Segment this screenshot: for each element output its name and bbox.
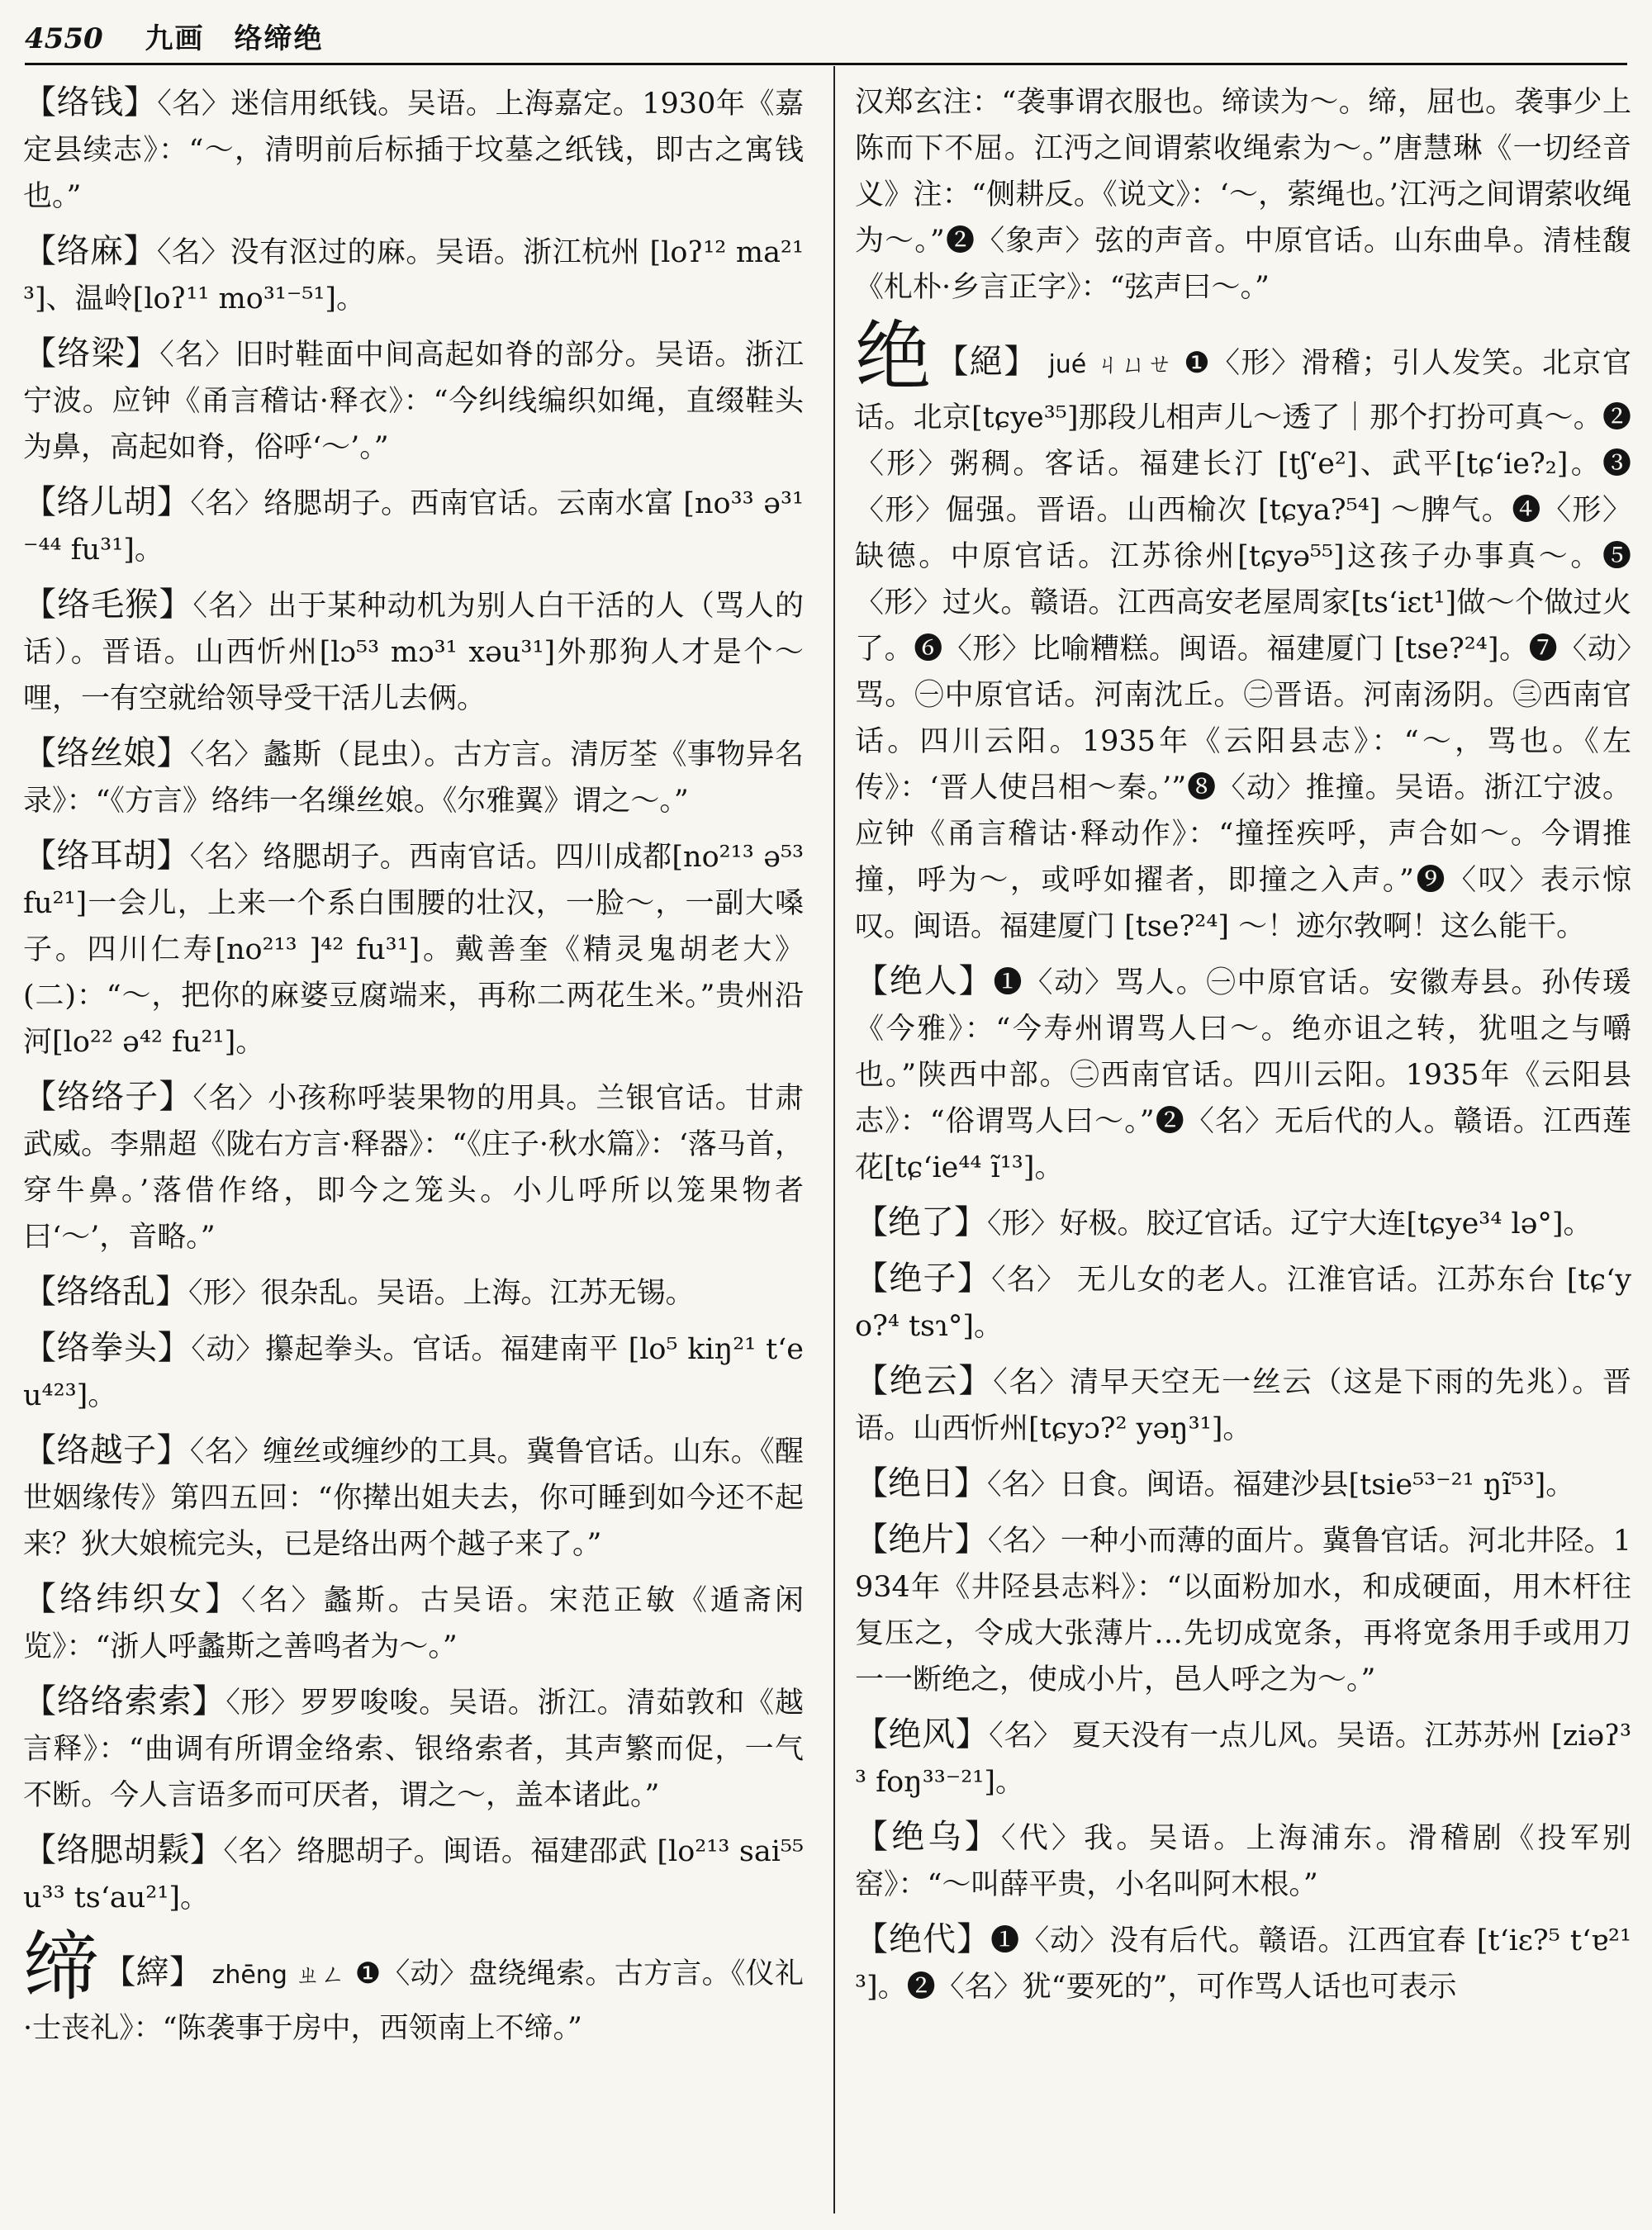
main-character: 缔 <box>23 1923 100 2011</box>
dictionary-entry <box>23 1325 804 1419</box>
entry-definition: 〈形〉罗罗唆唆。吴语。浙江。清茹敦和《越言释》：“曲调有所谓金络索、银络索者，其声繁而促，一气不断。今人言语多而可厌者，谓之～，盖本诸此。” <box>23 1687 804 1812</box>
dictionary-entry <box>23 1827 804 1921</box>
entry-definition: 汉郑玄注：“袭事谓衣服也。缔读为～。缔，屈也。袭事少上陈而下不屈。江沔之间谓萦收绳索为～。”唐慧琳《一切经音义》注：“侧耕反。《说文》：‘～，萦绳也。’江沔之间谓萦收绳为～。”❷〈象声〉弦的声音。中原官话。山东曲阜。清桂馥《札朴·乡言正字》：“弦声曰～。” <box>855 86 1631 304</box>
entry-headword: 【绝片】 <box>855 1521 988 1559</box>
entry-headword: 【络丝娘】 <box>23 734 190 772</box>
entry-definition: 〈名〉日食。闽语。福建沙县[tsie⁵³⁻²¹ ŋĩ⁵³]。 <box>987 1468 1575 1502</box>
entry-headword: 【绝了】 <box>855 1203 987 1241</box>
entry-definition: 〈名〉旧时鞋面中间高起如脊的部分。吴语。浙江宁波。应钟《甬言稽诂·释衣》：“今纠线编织如绳，直缀鞋头为鼻，高起如脊，俗呼‘～’。” <box>23 339 804 464</box>
entry-headword: 【络毛猴】 <box>23 586 193 624</box>
entry-definition: 〈名〉缠丝或缠纱的工具。冀鲁官话。山东。《醒世姻缘传》第四五回：“你撵出姐夫去，你可睡到如今还不起来？狄大娘梳完头，已是络出两个越子来了。” <box>23 1435 804 1561</box>
entry-headword: 【绝子】 <box>855 1260 992 1298</box>
entry-definition: 〈名〉络腮胡子。西南官话。云南水富 [no³³ ə³¹⁻⁴⁴ fu³¹]。 <box>23 487 805 567</box>
entry-headword: 【绝乌】 <box>855 1818 1001 1856</box>
entry-headword: 【绝人】 <box>855 962 994 1000</box>
entry-headword: 【绝云】 <box>855 1362 994 1400</box>
dictionary-entry <box>855 1358 1631 1452</box>
dictionary-entry <box>23 581 804 722</box>
entry-headword: 【绝代】 <box>855 1920 991 1958</box>
dictionary-entry <box>23 1678 804 1819</box>
entry-headword: 【绝风】 <box>855 1715 990 1753</box>
dictionary-entry <box>23 1427 804 1568</box>
dictionary-entry <box>855 1199 1631 1247</box>
entry-headword: 【络梁】 <box>23 334 160 372</box>
entry-definition: ❶〈动〉盘绕绳索。古方言。《仪礼·士丧礼》：“陈袭事于房中，西领南上不缔。” <box>23 1957 804 2045</box>
entry-headword: 【绝日】 <box>855 1464 987 1502</box>
entry-definition: 〈名〉小孩称呼装果物的用具。兰银官话。甘肃武威。李鼎超《陇右方言·释器》：“《庄子·秋水篇》：‘落马首，穿牛鼻。’落借作络，即今之笼头。小儿呼所以笼果物者曰‘～’，音略。” <box>23 1082 804 1254</box>
entry-definition: ❶〈动〉没有后代。赣语。江西宜春 [t‘iɛ?⁵ t‘ɐ²¹³]。❷〈名〉犹“要死的”，可作骂人话也可表示 <box>855 1924 1631 2004</box>
entry-headword: 【络钱】 <box>23 83 158 121</box>
dictionary-entry <box>855 1460 1631 1508</box>
dictionary-entry <box>855 1814 1631 1908</box>
page-number: 4550 <box>25 22 103 55</box>
traditional-form: 【縡】 <box>102 1953 203 1991</box>
column-divider <box>833 66 835 2213</box>
pronunciation: jué ㄐㄩㄝ <box>1048 350 1174 379</box>
dictionary-entry <box>23 330 804 471</box>
dictionary-entry <box>855 958 1631 1191</box>
entry-definition: 〈名〉出于某种动机为别人白干活的人（骂人的话）。晋语。山西忻州[lɔ⁵³ mɔ³¹ xəu³¹]外那狗人才是个～哩，一有空就给领导受干活儿去俩。 <box>23 590 804 715</box>
entry-definition: 〈名〉络腮胡子。闽语。福建邵武 [lo²¹³ sai⁵⁵ u³³ ts‘au²¹]。 <box>23 1835 804 1914</box>
entry-headword: 【络络乱】 <box>23 1273 188 1311</box>
entry-definition: 〈名〉络腮胡子。西南官话。四川成都[no²¹³ ə⁵³ fu²¹]一会儿，上来一个系白围腰的壮汉，一脸～，一副大嗓子。四川仁寿[no²¹³ ]⁴² fu³¹]。戴善奎《精灵鬼胡老大》(二)：“～，把你的麻婆豆腐端来，再称二两花生米。”贵州沿河[lo²² ə⁴² fu²¹]。 <box>23 841 805 1059</box>
entry-definition: 〈形〉好极。胶辽官话。辽宁大连[tɕye³⁴ lə°]。 <box>987 1208 1593 1241</box>
section-title: 九画 络缔绝 <box>145 22 324 55</box>
entry-headword: 【络拳头】 <box>23 1329 192 1367</box>
entry-definition: 〈名〉 无儿女的老人。江淮官话。江苏东台 [tɕ‘yo?⁴ tsɿ°]。 <box>855 1264 1631 1343</box>
left-column <box>23 79 804 2060</box>
dictionary-entry <box>23 1074 804 1260</box>
right-column <box>855 79 1631 2019</box>
dictionary-entry <box>23 479 804 573</box>
dictionary-entry <box>23 79 804 220</box>
entry-definition: 〈形〉很杂乱。吴语。上海。江苏无锡。 <box>188 1277 695 1310</box>
entry-headword: 【络麻】 <box>23 232 157 270</box>
entry-definition: 〈名〉 夏天没有一点儿风。吴语。江苏苏州 [ziəʔ³³ foŋ³³⁻²¹]。 <box>855 1720 1631 1799</box>
entry-headword: 【络纬织女】 <box>23 1580 242 1618</box>
entry-definition: ❶〈形〉滑稽；引人发笑。北京官话。北京[tɕye³⁵]那段儿相声儿～透了｜那个打扮可真～。❷〈形〉粥稠。客话。福建长汀 [tʃ‘e²]、武平[tɕ‘ie?₂]。❸〈形〉倔强。晋语。山西榆次 [tɕya?⁵⁴] ～脾气。❹〈形〉缺德。中原官话。江苏徐州[tɕyə⁵⁵]这孩子办事真～。❺〈形〉过火。赣语。江西高安老屋周家[ts‘iɛt¹]做～个做过火了。❻〈形〉比喻糟糕。闽语。福建厦门 [tse?²⁴]。❼〈动〉骂。㊀中原官话。河南沈丘。㊁晋语。河南汤阴。㊂西南官话。四川云阳。1935年《云阳县志》：“～，骂也。《左传》：‘晋人使吕相～秦。’”❽〈动〉推撞。吴语。浙江宁波。应钟《甬言稽诂·释动作》：“撞挃疾呼，声合如～。今谓推撞，呼为～，或呼如擢者，即撞之入声。”❾〈叹〉表示惊叹。闽语。福建厦门 [tse?²⁴] ～！迹尔㪍啊！这么能干。 <box>855 347 1631 943</box>
dictionary-entry <box>855 1916 1631 2010</box>
traditional-form: 【絕】 <box>935 343 1038 381</box>
main-character: 绝 <box>855 312 933 401</box>
entry-definition: 〈代〉我。吴语。上海浦东。滑稽剧《投军别窑》：“～叫薛平贵，小名叫阿木根。” <box>855 1822 1632 1901</box>
dictionary-entry <box>855 1255 1631 1350</box>
dictionary-entry <box>855 1711 1631 1805</box>
entry-definition: ❶〈动〉骂人。㊀中原官话。安徽寿县。孙传瑗《今雅》：“今寿州谓骂人曰～。绝亦诅之转，犹咀之与嚼也。”陕西中部。㊁西南官话。四川云阳。1935年《云阳县志》：“俗谓骂人曰～。”❷〈名〉无后代的人。赣语。江西莲花[tɕ‘ie⁴⁴ ĩ¹³]。 <box>855 966 1631 1184</box>
entry-definition: 〈名〉没有沤过的麻。吴语。浙江杭州 [loʔ¹² ma²¹³]、温岭[loʔ¹¹ mo³¹⁻⁵¹]。 <box>23 236 804 316</box>
entry-definition: 〈名〉迷信用纸钱。吴语。上海嘉定。1930年《嘉定县续志》：“～，清明前后标插于坟墓之纸钱，即古之寓钱也。” <box>23 88 805 213</box>
entry-headword: 【络络子】 <box>23 1078 193 1116</box>
entry-headword: 【络耳胡】 <box>23 837 190 875</box>
dictionary-entry <box>23 833 804 1065</box>
entry-headword: 【络络索索】 <box>23 1682 226 1720</box>
dictionary-entry <box>855 1516 1631 1703</box>
entry-headword: 【络越子】 <box>23 1431 190 1469</box>
header-rule <box>25 63 1627 65</box>
pronunciation: zhēng ㄓㄥ <box>211 1961 346 1990</box>
dictionary-entry <box>23 1269 804 1317</box>
dictionary-entry <box>23 730 804 824</box>
entry-headword: 【络腮胡鬏】 <box>23 1831 224 1869</box>
main-character-entry-jue <box>855 312 1631 950</box>
entry-definition: 〈名〉清早天空无一丝云（这是下雨的先兆）。晋语。山西忻州[tɕyɔ?² yəŋ³¹]。 <box>855 1366 1631 1445</box>
entry-definition: 〈动〉攥起拳头。官话。福建南平 [lo⁵ kiŋ²¹ t‘eu⁴²³]。 <box>23 1333 805 1412</box>
entry-definition: 〈名〉蠡斯（昆虫）。古方言。清厉荃《事物异名录》：“《方言》络纬一名缫丝娘。《尔雅翼》谓之～。” <box>23 738 804 818</box>
entry-headword: 【络儿胡】 <box>23 483 191 521</box>
entry-definition: 〈名〉蠡斯。古吴语。宋范正敏《遁斋闲览》：“浙人呼蠡斯之善鸣者为～。” <box>23 1584 805 1663</box>
dictionary-entry <box>23 1576 804 1670</box>
dictionary-entry <box>23 228 804 322</box>
page-header <box>25 18 1627 59</box>
entry-definition: 〈名〉一种小而薄的面片。冀鲁官话。河北井陉。1934年《井陉县志料》：“以面粉加水，和成硬面，用木杆往复压之，令成大张薄片…先切成宽条，再将宽条用手或用刀一一断绝之，使成小片，邑人呼之为～。” <box>855 1525 1631 1696</box>
main-character-entry-zheng <box>23 1923 804 2052</box>
entry-continuation <box>855 79 1631 311</box>
